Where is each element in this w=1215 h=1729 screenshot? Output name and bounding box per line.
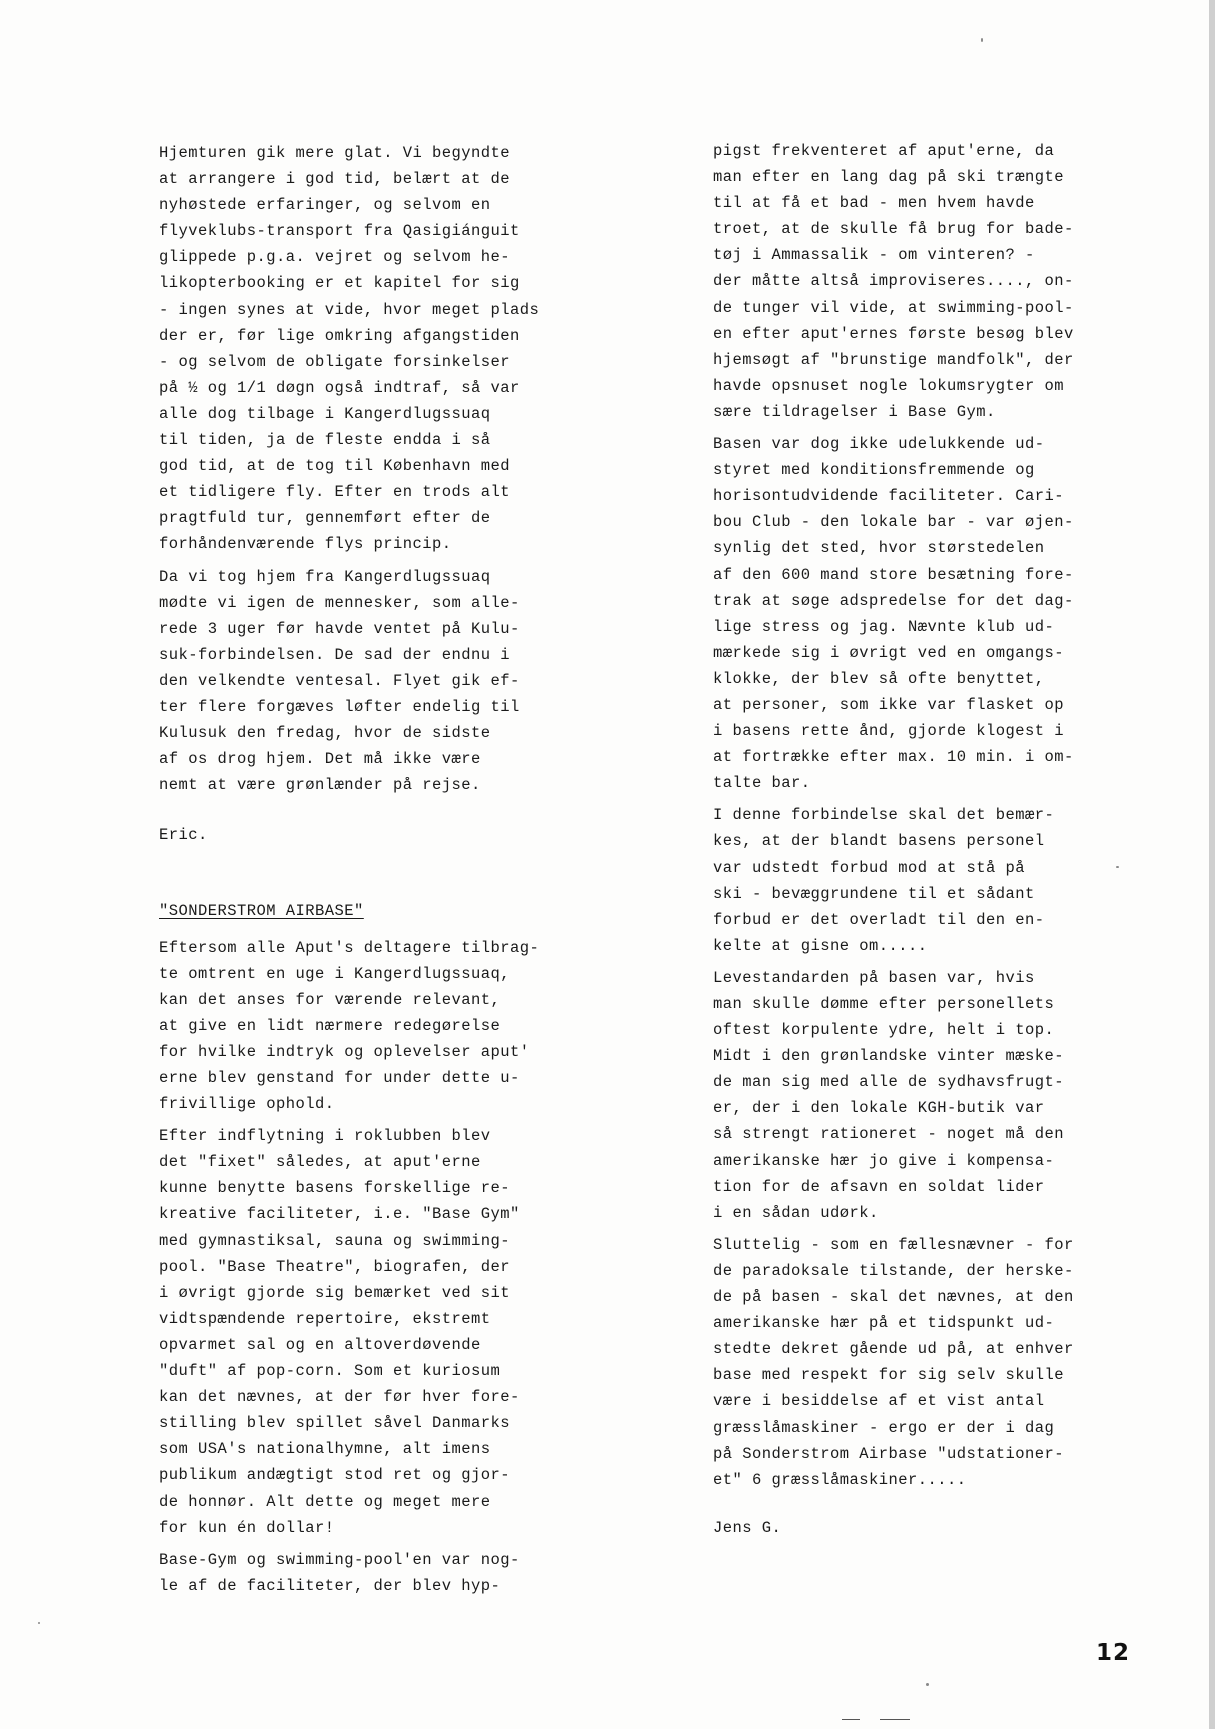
page-number: 12 <box>1096 1640 1131 1666</box>
paragraph-lawnmowers <box>713 1232 1133 1493</box>
text-line: på ½ og 1/1 døgn også indtraf, så var <box>159 378 520 397</box>
signature-jens: Jens G. <box>713 1518 782 1537</box>
text-line: tøj i Ammassalik - om vinteren? - <box>713 246 1035 265</box>
text-line: le af de faciliteter, der blev hyp- <box>159 1576 501 1595</box>
paragraph-base-facilities <box>159 1123 579 1541</box>
text-line: som USA's nationalhymne, alt imens <box>159 1440 491 1459</box>
scan-speck <box>38 1622 40 1624</box>
text-line: bou Club - den lokale bar - var øjen- <box>713 513 1074 532</box>
scan-speck <box>981 38 983 42</box>
text-line: Base-Gym og swimming-pool'en var nog- <box>159 1550 520 1569</box>
text-line: amerikanske hær på et tidspunkt ud- <box>713 1314 1055 1333</box>
text-line: forbud er det overladt til den en- <box>713 910 1045 929</box>
text-line: te omtrent en uge i Kangerdlugssuaq, <box>159 964 511 983</box>
scan-mark <box>880 1719 910 1720</box>
text-line: de honnør. Alt dette og meget mere <box>159 1492 491 1511</box>
text-line: synlig det sted, hvor størstedelen <box>713 539 1045 558</box>
text-line: mødte vi igen de mennesker, som alle- <box>159 593 520 612</box>
text-line: de man sig med alle de sydhavsfrugt- <box>713 1073 1065 1092</box>
text-line: flyveklubs-transport fra Qasigiánguit <box>159 222 520 241</box>
text-line: i en sådan udørk. <box>713 1203 879 1222</box>
text-line: forhåndenværende flys princip. <box>159 535 452 554</box>
paragraph-base-gym-start <box>159 1547 579 1599</box>
text-line: den velkendte ventesal. Flyet gik ef- <box>159 671 520 690</box>
text-line: hjemsøgt af "brunstige mandfolk", der <box>713 350 1074 369</box>
text-line: troet, at de skulle få brug for bade- <box>713 220 1074 239</box>
text-line: kelte at gisne om..... <box>713 936 928 955</box>
text-line: var udstedt forbud mod at stå på <box>713 858 1026 877</box>
scan-edge <box>1209 0 1215 1729</box>
text-line: frivillige ophold. <box>159 1095 335 1114</box>
text-line: erne blev genstand for under dette u- <box>159 1069 520 1087</box>
text-line: i øvrigt gjorde sig bemærket ved sit <box>159 1283 511 1302</box>
text-line: kan det nævnes, at der før hver fore- <box>159 1388 520 1407</box>
text-line: tion for de afsavn en soldat lider <box>713 1177 1045 1196</box>
text-line: med gymnastiksal, sauna og swimming- <box>159 1231 511 1250</box>
paragraph-living-standard <box>713 965 1133 1226</box>
text-line: Kulusuk den fredag, hvor de sidste <box>159 724 491 743</box>
text-line: de på basen - skal det nævnes, at den <box>713 1288 1074 1307</box>
text-line: kreative faciliteter, i.e. "Base Gym" <box>159 1205 520 1224</box>
text-line: kes, at der blandt basens personel <box>713 832 1045 851</box>
text-line: Efter indflytning i roklubben blev <box>159 1127 491 1146</box>
text-line: at arrangere i god tid, belært at de <box>159 170 511 189</box>
text-line: base med respekt for sig selv skulle <box>713 1366 1065 1385</box>
text-line: "duft" af pop-corn. Som et kuriosum <box>159 1362 501 1381</box>
text-line: Da vi tog hjem fra Kangerdlugssuaq <box>159 567 491 586</box>
text-line: pigst frekventeret af aput'erne, da <box>713 142 1055 160</box>
text-line: et tidligere fly. Efter en trods alt <box>159 483 511 502</box>
text-line: pragtfuld tur, gennemført efter de <box>159 509 491 528</box>
text-line: - ingen synes at vide, hvor meget plads <box>159 300 540 319</box>
text-line: man skulle dømme efter personellets <box>713 995 1055 1013</box>
text-line: glippede p.g.a. vejret og selvom he- <box>159 248 511 267</box>
text-line: likopterbooking er et kapitel for sig <box>159 274 520 293</box>
text-line: kan det anses for værende relevant, <box>159 990 501 1009</box>
text-line: Basen var dog ikke udelukkende ud- <box>713 435 1045 454</box>
text-line: af os drog hjem. Det må ikke være <box>159 750 481 769</box>
text-line: nyhøstede erfaringer, og selvom en <box>159 196 491 215</box>
text-line: vidtspændende repertoire, ekstremt <box>159 1309 491 1328</box>
text-line: I denne forbindelse skal det bemær- <box>713 806 1055 825</box>
text-line: god tid, at de tog til København med <box>159 457 511 476</box>
text-line: det "fixet" således, at aput'erne <box>159 1153 481 1172</box>
text-line: opvarmet sal og en altoverdøvende <box>159 1335 481 1354</box>
text-line: - og selvom de obligate forsinkelser <box>159 352 511 371</box>
text-line: Eftersom alle Aput's deltagere tilbrag- <box>159 938 540 957</box>
text-line: til at få et bad - men hvem havde <box>713 194 1035 213</box>
text-line: Hjemturen gik mere glat. Vi begyndte <box>159 144 511 162</box>
text-line: at give en lidt nærmere redegørelse <box>159 1016 501 1035</box>
text-line: ter flere forgæves løfter endelig til <box>159 697 520 716</box>
text-line: der måtte altså improviseres...., on- <box>713 272 1074 291</box>
text-line: talte bar. <box>713 774 811 793</box>
paragraph-return-trip <box>159 140 579 558</box>
text-line: styret med konditionsfremmende og <box>713 461 1035 480</box>
text-line: kunne benytte basens forskellige re- <box>159 1179 511 1198</box>
scan-mark <box>842 1719 860 1720</box>
text-line: pool. "Base Theatre", biografen, der <box>159 1257 511 1276</box>
text-line: at fortrække efter max. 10 min. i om- <box>713 748 1074 767</box>
text-line: for kun én dollar! <box>159 1518 335 1537</box>
text-line: horisontudvidende faciliteter. Cari- <box>713 487 1065 506</box>
text-line: at personer, som ikke var flasket op <box>713 695 1065 714</box>
paragraph-waiting-room <box>159 564 579 799</box>
text-line: amerikanske hær jo give i kompensa- <box>713 1151 1055 1170</box>
text-line: suk-forbindelsen. De sad der endnu i <box>159 645 511 664</box>
text-line: være i besiddelse af et vist antal <box>713 1392 1045 1411</box>
text-line: der er, før lige omkring afgangstiden <box>159 326 520 345</box>
text-line: klokke, der blev så ofte benyttet, <box>713 669 1045 688</box>
text-line: ski - bevæggrundene til et sådant <box>713 884 1035 903</box>
text-line: stilling blev spillet såvel Danmarks <box>159 1414 511 1433</box>
scan-speck <box>926 1683 929 1686</box>
text-line: et" 6 græsslåmaskiner..... <box>713 1470 967 1489</box>
scan-speck <box>1116 866 1119 868</box>
text-line: rede 3 uger før havde ventet på Kulu- <box>159 619 520 638</box>
section-heading-sonderstrom: "SONDERSTROM AIRBASE" <box>159 902 364 921</box>
text-line: i basens rette ånd, gjorde klogest i <box>713 722 1065 741</box>
text-line: nemt at være grønlænder på rejse. <box>159 776 481 795</box>
text-line: trak at søge adspredelse for det dag- <box>713 591 1074 610</box>
text-line: oftest korpulente ydre, helt i top. <box>713 1021 1055 1040</box>
paragraph-base-gym-cont <box>713 138 1133 425</box>
text-line: så strengt rationeret - noget må den <box>713 1125 1065 1144</box>
text-line: de paradoksale tilstande, der herske- <box>713 1261 1074 1280</box>
text-line: Levestandarden på basen var, hvis <box>713 968 1035 987</box>
text-line: stedte dekret gående ud på, at enhver <box>713 1340 1074 1359</box>
text-line: lige stress og jag. Nævnte klub ud- <box>713 617 1055 636</box>
right-column <box>713 138 1133 1541</box>
text-line: på Sonderstrom Airbase "udstationer- <box>713 1444 1065 1463</box>
text-line: for hvilke indtryk og oplevelser aput' <box>159 1042 530 1061</box>
left-column <box>159 140 579 1605</box>
text-line: en efter aput'ernes første besøg blev <box>713 324 1074 343</box>
text-line: af den 600 mand store besætning fore- <box>713 565 1074 584</box>
text-line: havde opsnuset nogle lokumsrygter om <box>713 376 1065 395</box>
text-line: alle dog tilbage i Kangerdlugssuaq <box>159 404 491 423</box>
text-line: mærkede sig i øvrigt ved en omgangs- <box>713 643 1065 662</box>
text-line: græsslåmaskiner - ergo er der i dag <box>713 1418 1055 1437</box>
text-line: til tiden, ja de fleste endda i så <box>159 431 491 450</box>
text-line: man efter en lang dag på ski trængte <box>713 168 1065 187</box>
paragraph-caribou-club <box>713 431 1133 796</box>
text-line: Midt i den grønlandske vinter mæske- <box>713 1047 1065 1066</box>
text-line: publikum andægtigt stod ret og gjor- <box>159 1466 511 1485</box>
text-line: sære tildragelser i Base Gym. <box>713 402 996 421</box>
text-line: Sluttelig - som en fællesnævner - for <box>713 1235 1074 1254</box>
signature-eric: Eric. <box>159 826 208 845</box>
text-line: de tunger vil vide, at swimming-pool- <box>713 298 1074 317</box>
text-line: er, der i den lokale KGH-butik var <box>713 1099 1045 1118</box>
paragraph-intro-sonderstrom <box>159 935 579 1118</box>
paragraph-ski-ban <box>713 802 1133 959</box>
